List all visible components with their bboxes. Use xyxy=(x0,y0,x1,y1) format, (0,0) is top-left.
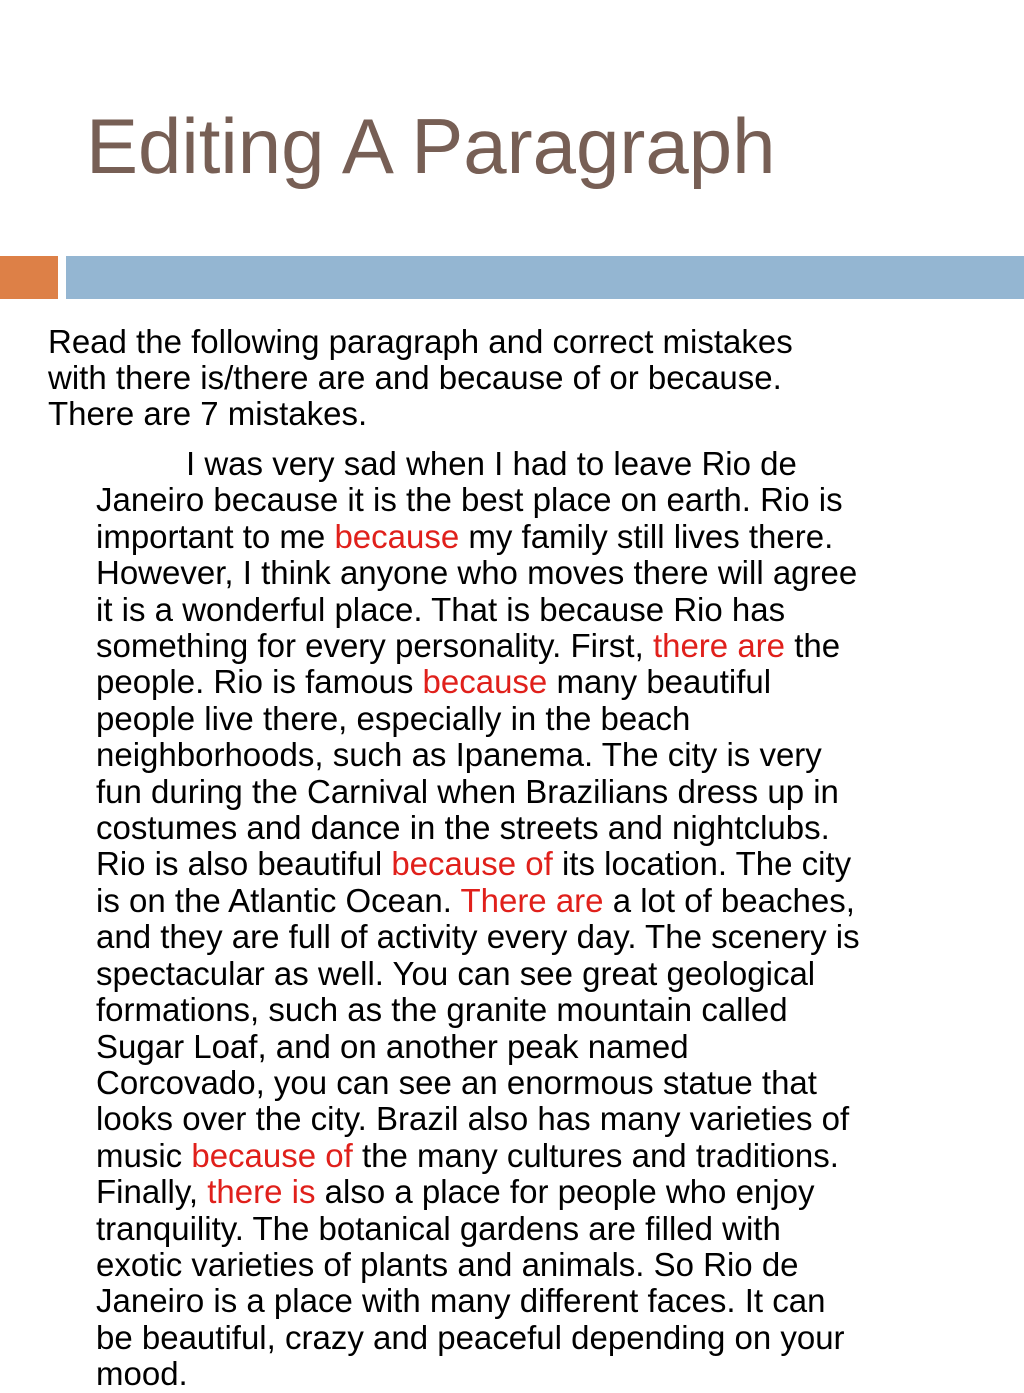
paragraph-line: looks over the city. Brazil also has many varieties of xyxy=(96,1100,850,1138)
highlighted-mistake: because of xyxy=(191,1136,353,1174)
paragraph-line: I was very sad when I had to leave Rio de xyxy=(186,445,797,482)
instructions-text xyxy=(48,324,978,432)
highlighted-mistake: because xyxy=(422,663,548,701)
paragraph-text: many beautiful xyxy=(547,663,772,701)
exercise-paragraph xyxy=(96,445,1006,1393)
paragraph-text: my family still lives there. xyxy=(459,517,834,555)
paragraph-line: it is a wonderful place. That is because Rio has xyxy=(96,590,786,628)
slide-title: Editing A Paragraph xyxy=(86,102,776,190)
instructions-line: There are 7 mistakes. xyxy=(48,395,368,432)
paragraph-line: Janeiro because it is the best place on earth. Rio is xyxy=(96,481,843,519)
highlighted-mistake: there are xyxy=(652,627,786,665)
paragraph-text: Rio is also beautiful xyxy=(96,845,392,883)
paragraph-line: Sugar Loaf, and on another peak named xyxy=(96,1027,689,1065)
paragraph-line: tranquility. The botanical gardens are filled with xyxy=(96,1209,781,1247)
paragraph-line: spectacular as well. You can see great geological xyxy=(96,954,816,992)
paragraph-line xyxy=(96,1174,1006,1210)
paragraph-line: Janeiro is a place with many different faces. It can xyxy=(96,1282,826,1320)
paragraph-text: the many cultures and traditions. xyxy=(352,1136,839,1174)
accent-square-orange xyxy=(0,256,58,299)
highlighted-mistake: There are xyxy=(460,881,604,919)
paragraph-text: is on the Atlantic Ocean. xyxy=(96,881,461,919)
paragraph-line xyxy=(96,846,1006,882)
highlighted-mistake: because xyxy=(334,517,460,555)
paragraph-text: people. Rio is famous xyxy=(96,663,423,701)
paragraph-text: Finally, xyxy=(96,1173,208,1211)
paragraph-line: people live there, especially in the beach xyxy=(96,699,691,737)
paragraph-line xyxy=(96,628,1006,664)
paragraph-line xyxy=(96,883,1006,919)
paragraph-text: the xyxy=(785,627,841,665)
paragraph-line: However, I think anyone who moves there will agree xyxy=(96,554,858,592)
paragraph-line: and they are full of activity every day. The scenery is xyxy=(96,918,860,956)
highlighted-mistake: because of xyxy=(391,845,553,883)
paragraph-text: music xyxy=(96,1136,192,1174)
paragraph-line xyxy=(96,664,1006,700)
paragraph-line: formations, such as the granite mountain called xyxy=(96,991,788,1029)
instructions-line: Read the following paragraph and correct mistakes xyxy=(48,323,793,360)
paragraph-text: a lot of beaches, xyxy=(603,881,855,919)
paragraph-text: also a place for people who enjoy xyxy=(315,1173,815,1211)
highlighted-mistake: there is xyxy=(207,1173,316,1211)
instructions-line: with there is/there are and because of or because. xyxy=(48,359,782,396)
paragraph-line: be beautiful, crazy and peaceful depending on your xyxy=(96,1318,845,1356)
paragraph-line: fun during the Carnival when Brazilians dress up in xyxy=(96,772,839,810)
paragraph-line: costumes and dance in the streets and nightclubs. xyxy=(96,809,830,847)
paragraph-line: mood. xyxy=(96,1355,188,1393)
paragraph-line: exotic varieties of plants and animals. So Rio de xyxy=(96,1245,799,1283)
paragraph-text: important to me xyxy=(96,517,335,555)
paragraph-line: Corcovado, you can see an enormous statue that xyxy=(96,1063,817,1101)
paragraph-text: something for every personality. First, xyxy=(96,627,653,665)
paragraph-line xyxy=(96,1138,1006,1174)
paragraph-line xyxy=(96,519,1006,555)
accent-bar-blue xyxy=(66,256,1024,299)
paragraph-text: its location. The city xyxy=(552,845,852,883)
paragraph-line: neighborhoods, such as Ipanema. The city is very xyxy=(96,736,822,774)
